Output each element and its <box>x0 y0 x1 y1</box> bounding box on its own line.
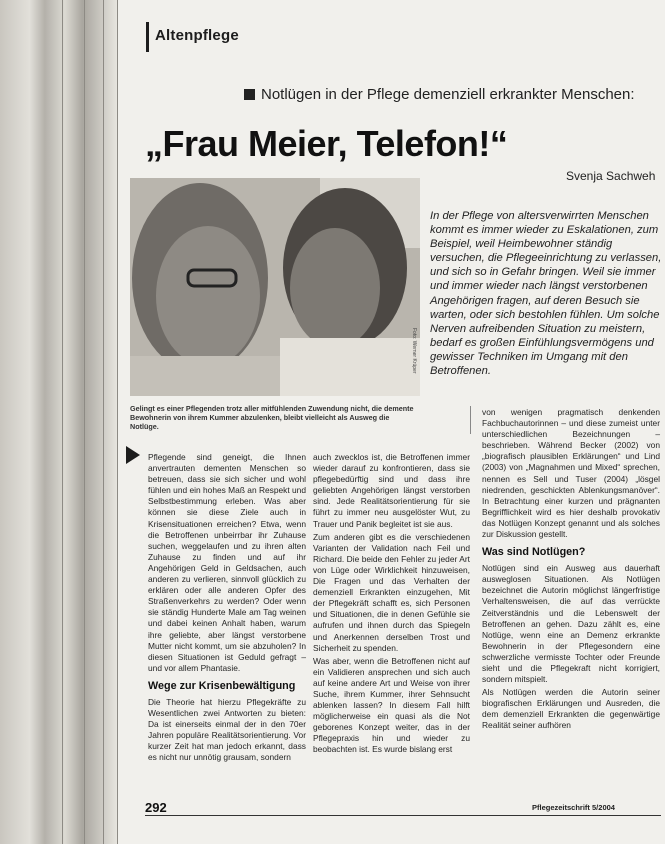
photo-caption: Gelingt es einer Pflegenden trotz aller mitfühlenden Zuwendung nicht, die demente Bewohnerin von ihrem Kummer abzulenken, bleibt vielleicht als Ausweg die Notlüge. <box>130 404 414 432</box>
article-title: „Frau Meier, Telefon!“ <box>145 123 508 164</box>
body-paragraph: Zum anderen gibt es die verschiedenen Varianten der Validation nach Feil und Richard. Die beide den Fehler zu jeder Art von Lüge oder Wirklichkeit hinzuweisen, Die Fragen und das Verhalten der demenziell Erkrankten einzugehen, Mit der Pflegekräft schafft es, sich Personen und Situationen, die in denen Gefühle sie aufrufen und ihnen durch das Spiegeln und Anerkennen derselben Trost und Sicherheit zu spenden. <box>313 531 470 653</box>
body-column-3 <box>482 407 660 734</box>
page-edge-line <box>62 0 63 844</box>
section-label: Altenpflege <box>155 27 239 44</box>
body-paragraph: von wenigen pragmatisch denkenden Fachbuchautorinnen – und diese zumeist unter unterschiedlichen Bezeichnungen – beschrieben. Während Becker (2002) von „biografisch plausiblen Erklärungen“ und Lind (2003) von „Magnahmen und Mixed“ sprechen, nennen es Sell und Tuser (2004) „lösgel niedrenden, geschickten Ablenkungsmanöver“. In Betrachtung einer kurzen und prägnanten Begrifflichkeit wird es hier deshalb provokativ das Notlügen Konzept genannt und als solches zur Diskussion gestellt. <box>482 407 660 540</box>
article-photo <box>130 178 420 396</box>
journal-issue: Pflegezeitschrift 5/2004 <box>532 803 615 812</box>
triangle-marker-icon <box>126 446 140 464</box>
page-number: 292 <box>145 800 167 815</box>
section-marker <box>146 22 149 52</box>
square-bullet-icon <box>244 89 255 100</box>
page-edge-line <box>117 0 118 844</box>
photo-credit: Foto: Werner Krüper <box>411 328 417 374</box>
subheading: Was sind Notlügen? <box>482 546 586 559</box>
body-paragraph: auch zwecklos ist, die Betroffenen immer wieder darauf zu konfrontieren, dass sie pflegebedürftig sind und dass ihre geliebten Angehörigen längst verstorben sind. Jede Realitätsorientierung für sie führt zu immer neu ausgelöster Wut, zu Trauer und Panik begleitet ist sie aus. <box>313 452 470 529</box>
body-paragraph: Notlügen sind ein Ausweg aus dauerhaft ausweglosen Situationen. Als Notlügen bezeichnet die Autorin möglichst längerfristige Verhaltensweisen, die auf das verrückte Zeitverständnis und die Lebenswelt der Betroffenen an gehen. Dazu zählt es, eine Notlüge, wenn eine an Demenz erkrankte Bewohnerin in der Pflegesondern eine schwerzliche vermisste Tochter oder Freunde sieht und die Pflegekraft nicht korrigiert, sondern mitspielt. <box>482 563 660 685</box>
kicker-text: Notlügen in der Pflege demenziell erkrankter Menschen: <box>261 86 635 103</box>
subheading: Wege zur Krisenbewältigung <box>148 679 296 692</box>
lead-paragraph: In der Pflege von altersverwirrten Menschen kommt es immer wieder zu Eskalationen, zum Beispiel, weil Heimbewohner ständig versuchen, die Pflegeeinrichtung zu verlassen, und sich so in Gefahr bringen. Weil sie immer und immer wieder nach längst verstorbenen Angehörigen fragen, auf deren Besuch sie warten, oder sich bestohlen fühlen. Um solche Nerven aufreibenden Situation zu meistern, bedarf es großen Einfühlungsvermögens und gewisser Techniken im Umgang mit den Betroffenen. <box>430 210 662 378</box>
page-edge-line <box>103 0 104 844</box>
caregiver-uniform <box>280 338 420 396</box>
column-divider <box>470 406 471 434</box>
body-paragraph: Was aber, wenn die Betroffenen nicht auf ein Validieren ansprechen und sich auch auf keine andere Art und Weise von ihrer Suche, ihrem Kummer, ihrer Sehnsucht ablenken lassen? In diesem Fall hilft möglicherweise ein quasi als die Not geborenes Konzept weiter, das in der Pflegepraxis hin und wieder zu beobachten ist. Es wurde bislang erst <box>313 655 470 755</box>
body-paragraph: Pflegende sind geneigt, die Ihnen anvertrauten dementen Menschen so betreuen, dass sie sich sicher und wohl fühlen und ein hohes Maß an Respekt und Selbstbestimmung erleben. Was aber können sie diese Ziele auch in Krisensituationen erreichen? Etwa, wenn die Betroffenen unbeirrbar ihr Zuhause suchen, weggelaufen und zu ihren alten Zuhause zu finden und auf ihr Angehörigen Geld in Geldsachen, auch anderen zu verlieren, sinnvoll glücklich zu erklären oder alle anderen Opfer des Straßenverkehrs zu werden? Oder wenn sie ständig Hunderte Male am Tag weinen und dabei keinen Anhalt haben, warum ihre geliebte, aber längst verstorbene Mutter nicht kommt, um sie abzuholen? In diesen Situationen ist Geduld gefragt – und vor allem Phantasie. <box>148 452 306 673</box>
author-name: Svenja Sachweh <box>566 169 656 183</box>
footer-rule <box>145 815 661 816</box>
body-paragraph: Die Theorie hat hierzu Pflegekräfte zu Wesentlichen zwei Antworten zu bieten: Da ist einerseits einmal der in den 70er Jahren populäre Realitätsorientierung. Vor kurzer Zeit hat man jedoch erkannt, dass es nicht nur unnötig grausam, sondern <box>148 696 306 763</box>
body-paragraph: Als Notlügen werden die Autorin seiner biografischen Erklärungen und Ausreden, die dem demenziell Erkrankten die gegenwärtige Realität seiner aufhören <box>482 687 660 731</box>
page-edge-line <box>84 0 85 844</box>
woman-face <box>156 226 260 366</box>
body-column-2 <box>313 452 470 758</box>
body-column-1 <box>148 452 306 765</box>
photo-illustration <box>130 178 420 396</box>
caregiver-face <box>290 228 380 348</box>
woman-blouse <box>130 356 280 396</box>
book-spine <box>0 0 118 844</box>
kicker-line <box>244 86 635 103</box>
